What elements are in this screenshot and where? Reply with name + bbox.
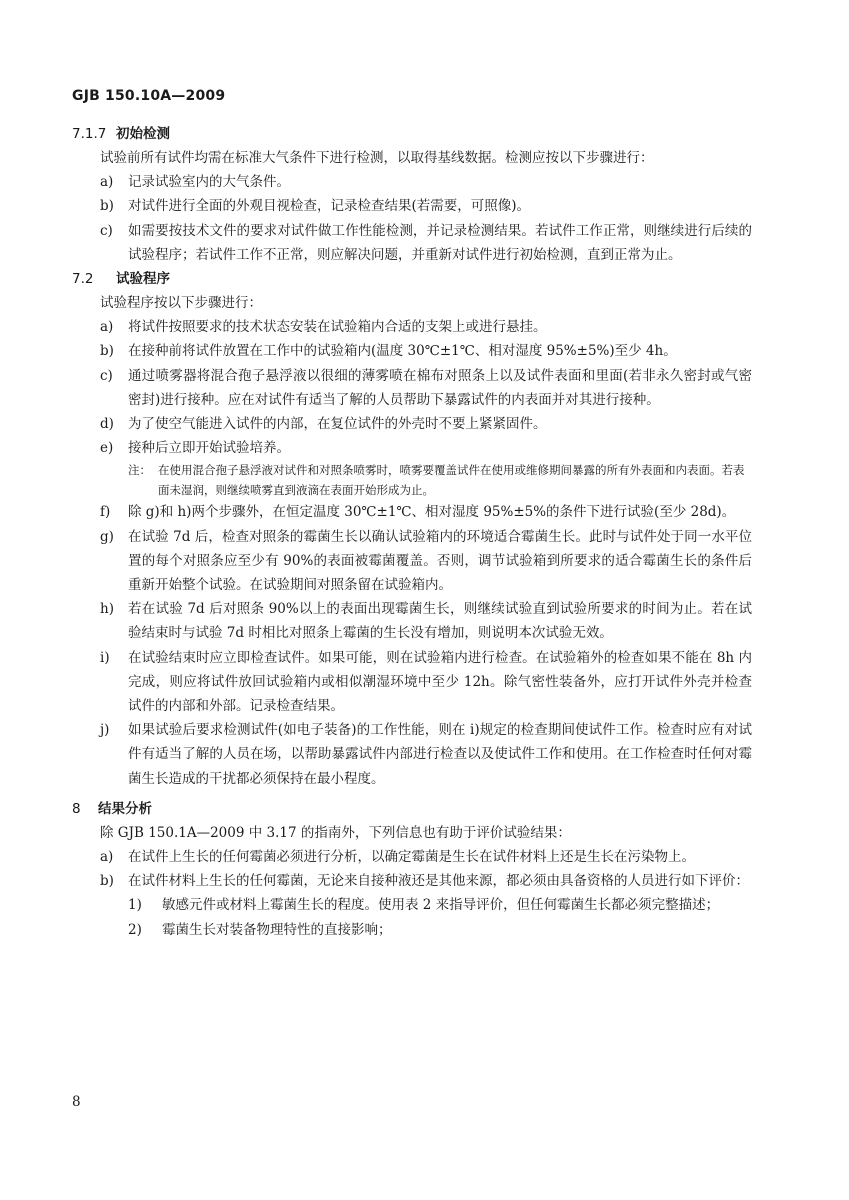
list-item: e) 接种后立即开始试验培养。 bbox=[100, 440, 290, 457]
list-item: a) 将试件按照要求的技术状态安装在试验箱内合适的支架上或进行悬挂。 bbox=[100, 319, 547, 336]
sub-list-item: 2) 霉菌生长对装备物理特性的直接影响； bbox=[128, 921, 392, 938]
section-title: 初始检测 bbox=[116, 126, 170, 142]
list-item: j) 如果试验后要求检测试件(如电子装备)的工作性能，则在 i)规定的检查期间使试件工作。检查时应有对试件有适当了解的人员在场，以帮助暴露试件内部进行检查以及使试件工作和使用。在工作检查时任何对霉菌生长造成的干扰都必须保持在最小程度。 bbox=[100, 722, 752, 787]
list-item: c) 通过喷雾器将混合孢子悬浮液以很细的薄雾喷在棉布对照条上以及试件表面和里面(若非永久密封或气密密封)进行接种。应在对试件有适当了解的人员帮助下暴露试件的内表面并对其进行接种。 bbox=[100, 367, 752, 408]
sub-list-item: 1) 敏感元件或材料上霉菌生长的程度。使用表 2 来指导评价，但任何霉菌生长都必须完整描述； bbox=[128, 897, 720, 914]
list-item: c) 如需要按技术文件的要求对试件做工作性能检测，并记录检测结果。若试件工作正常，则继续进行后续的试验程序；若试件工作不正常，则应解决问题，并重新对试件进行初始检测，直到正常为止。 bbox=[100, 222, 752, 263]
note: 注： 在使用混合孢子悬浮液对试件和对照条喷雾时，喷雾要覆盖试件在使用或维修期间暴露的所有外表面和内表面。若表面未湿润，则继续喷雾直到液滴在表面开始形成为止。 bbox=[128, 463, 745, 498]
list-item: b) 在接种前将试件放置在工作中的试验箱内(温度 30℃±1℃、相对湿度 95%±5%)至少 4h。 bbox=[100, 343, 677, 360]
section-title: 试验程序 bbox=[116, 271, 170, 288]
paragraph: 试验程序按以下步骤进行： bbox=[100, 295, 262, 312]
list-item: a) 记录试验室内的大气条件。 bbox=[100, 174, 290, 191]
paragraph: 试验前所有试件均需在标准大气条件下进行检测，以取得基线数据。检测应按以下步骤进行： bbox=[100, 150, 654, 166]
list-item: a) 在试件上生长的任何霉菌必须进行分析，以确定霉菌是生长在试件材料上还是生长在污染物上。 bbox=[100, 849, 695, 866]
document-body bbox=[72, 122, 752, 942]
section-heading-7-1-7 bbox=[72, 122, 752, 146]
list-item: f) 除 g)和 h)两个步骤外，在恒定温度 30℃±1℃、相对湿度 95%±5%的条件下进行试验(至少 28d)。 bbox=[100, 504, 736, 521]
section-number: 8 bbox=[72, 800, 81, 817]
paragraph: 除 GJB 150.1A—2009 中 3.17 的指南外，下列信息也有助于评价试验结果： bbox=[100, 824, 571, 841]
page-number: 8 bbox=[72, 1094, 81, 1110]
section-heading-8 bbox=[72, 797, 752, 821]
section-heading-7-2 bbox=[72, 267, 752, 291]
standard-header: GJB 150.10A—2009 bbox=[72, 88, 226, 104]
list-item: b) 对试件进行全面的外观目视检查，记录检查结果(若需要，可照像)。 bbox=[100, 198, 531, 215]
list-item: b) 在试件材料上生长的任何霉菌，无论来自接种液还是其他来源，都必须由具备资格的人员进行如下评价： bbox=[100, 873, 749, 890]
section-title: 结果分析 bbox=[98, 800, 152, 817]
list-item: i) 在试验结束时应立即检查试件。如果可能，则在试验箱内进行检查。在试验箱外的检查如果不能在 8h 内完成，则应将试件放回试验箱内或相似潮湿环境中至少 12h。除气密性装备外，应打开试件外壳并检查试件的内部和外部。记录检查结果。 bbox=[100, 649, 752, 715]
section-number: 7.1.7 bbox=[72, 126, 107, 142]
list-item: g) 在试验 7d 后，检查对照条的霉菌生长以确认试验箱内的环境适合霉菌生长。此时与试件处于同一水平位置的每个对照条应至少有 90%的表面被霉菌覆盖。否则，调节试验箱到所要求的适合霉菌生长的条件后重新开始整个试验。在试验期间对照条留在试验箱内。 bbox=[100, 528, 752, 594]
list-item: d) 为了使空气能进入试件的内部，在复位试件的外壳时不要上紧紧固件。 bbox=[100, 416, 547, 433]
section-number: 7.2 bbox=[72, 271, 94, 288]
list-item: h) 若在试验 7d 后对照条 90%以上的表面出现霉菌生长，则继续试验直到试验所要求的时间为止。若在试验结束时与试验 7d 时相比对照条上霉菌的生长没有增加，则说明本次试验无效。 bbox=[100, 601, 752, 642]
